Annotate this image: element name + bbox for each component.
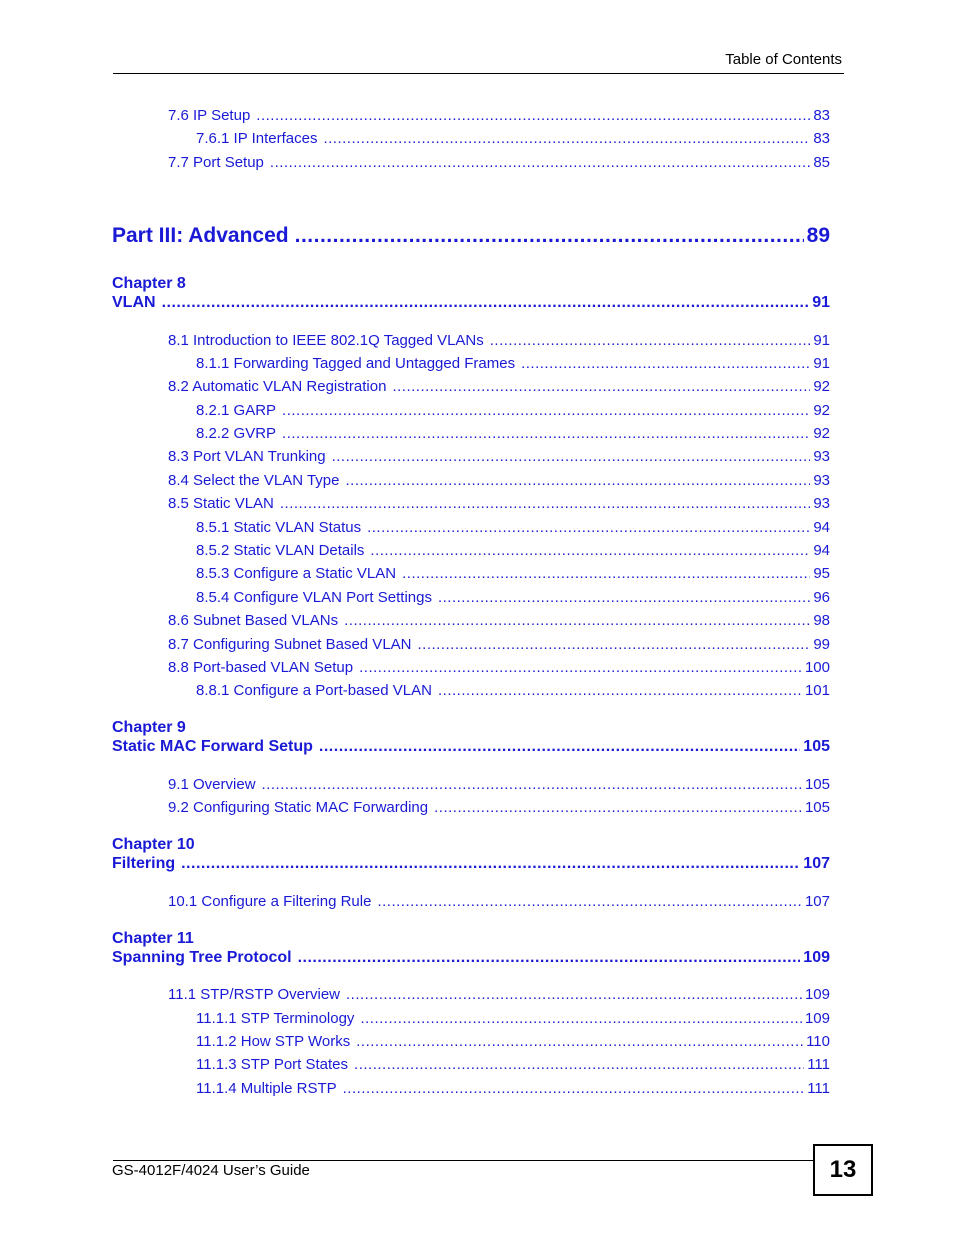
toc-entry-page: 94 [813,542,830,559]
toc-entry-page: 111 [807,1056,830,1073]
dot-leader [402,565,810,582]
chapter-number: Chapter 8 [112,275,186,292]
toc-entry-page: 107 [803,855,830,872]
chapter-number: Chapter 11 [112,930,194,947]
toc-entry[interactable] [196,682,830,702]
toc-entry[interactable] [168,776,830,796]
dot-leader [434,799,802,816]
toc-entry-label: 11.1.2 How STP Works [196,1033,351,1050]
toc-entry-label: 8.3 Port VLAN Trunking [168,448,326,465]
toc-entry[interactable] [168,472,830,492]
dot-leader [418,636,811,653]
toc-entry-label: 10.1 Configure a Filtering Rule [168,893,372,910]
toc-entry[interactable] [196,355,830,375]
toc-entry-label: 8.2 Automatic VLAN Registration [168,378,387,395]
toc-entry[interactable] [196,589,830,609]
chapter-heading[interactable] [112,294,830,316]
toc-entry-page: 91 [812,294,830,311]
toc-entry[interactable] [168,799,830,819]
toc-entry[interactable] [168,154,830,174]
toc-entry-label: Filtering [112,855,176,872]
dot-leader [392,378,810,395]
toc-entry-label: 11.1.4 Multiple RSTP [196,1080,337,1097]
dot-leader [295,224,804,248]
toc-entry-label: 8.8.1 Configure a Port-based VLAN [196,682,432,699]
dot-leader [346,472,811,489]
toc-entry-label: 8.1.1 Forwarding Tagged and Untagged Frames [196,355,516,372]
toc-entry[interactable] [196,1010,830,1030]
toc-entry-label: 11.1.3 STP Port States [196,1056,349,1073]
toc-entry-page: 99 [813,636,830,653]
dot-leader [370,542,810,559]
toc-entry-page: 96 [813,589,830,606]
toc-entry-page: 109 [804,986,830,1003]
toc-entry[interactable] [196,519,830,539]
chapter-heading[interactable] [112,855,830,877]
dot-leader [354,1056,804,1073]
toc-entry-page: 89 [806,224,830,247]
dot-leader [282,402,810,419]
toc-entry[interactable] [168,612,830,632]
toc-entry-label: 8.2.2 GVRP [196,425,277,442]
toc-entry-label: 11.1 STP/RSTP Overview [168,986,341,1003]
dot-leader [332,448,811,465]
toc-entry-label: 7.6.1 IP Interfaces [196,130,318,147]
toc-entry-label: 8.1 Introduction to IEEE 802.1Q Tagged VLANs [168,332,484,349]
dot-leader [282,425,810,442]
toc-entry-page: 105 [804,776,830,793]
toc-entry-page: 92 [813,402,830,419]
toc-entry-label: 8.2.1 GARP [196,402,277,419]
toc-entry-page: 109 [804,1010,830,1027]
toc-entry-page: 105 [804,799,830,816]
toc-entry-page: 92 [813,378,830,395]
toc-entry-page: 110 [806,1033,830,1050]
toc-entry-page: 111 [807,1080,830,1097]
toc-entry-page: 107 [804,893,830,910]
dot-leader [367,519,810,536]
toc-entry-label: 9.2 Configuring Static MAC Forwarding [168,799,429,816]
dot-leader [360,1010,802,1027]
toc-entry-page: 98 [813,612,830,629]
toc-entry[interactable] [168,378,830,398]
toc-entry[interactable] [196,1056,830,1076]
part-heading[interactable] [112,224,830,252]
toc-entry[interactable] [168,893,830,913]
toc-entry[interactable] [196,130,830,150]
toc-entry[interactable] [196,1033,830,1053]
toc-entry-page: 83 [813,130,830,147]
chapter-heading[interactable] [112,738,830,760]
dot-leader [359,659,802,676]
dot-leader [356,1033,803,1050]
toc-entry-page: 93 [813,472,830,489]
dot-leader [298,949,801,967]
toc-entry[interactable] [196,565,830,585]
toc-entry[interactable] [168,495,830,515]
toc-entry-label: 8.5.3 Configure a Static VLAN [196,565,397,582]
toc-entry-label: Part III: Advanced [112,224,289,247]
toc-entry[interactable] [168,659,830,679]
toc-entry-page: 91 [813,332,830,349]
toc-entry-page: 105 [803,738,830,755]
running-header: Table of Contents [725,51,842,68]
dot-leader [346,986,802,1003]
toc-entry-label: 8.7 Configuring Subnet Based VLAN [168,636,412,653]
toc-entry-page: 91 [813,355,830,372]
dot-leader [377,893,802,910]
toc-entry-page: 93 [813,448,830,465]
dot-leader [280,495,810,512]
toc-entry-page: 92 [813,425,830,442]
toc-entry-page: 109 [803,949,830,966]
toc-entry-page: 85 [813,154,830,171]
dot-leader [490,332,811,349]
toc-entry-label: 8.5 Static VLAN [168,495,274,512]
dot-leader [343,1080,805,1097]
dot-leader [319,738,800,756]
toc-entry-page: 83 [813,107,830,124]
toc-entry-label: 8.5.1 Static VLAN Status [196,519,362,536]
toc-entry-page: 100 [804,659,830,676]
toc-entry-page: 95 [813,565,830,582]
dot-leader [344,612,810,629]
toc-entry[interactable] [196,402,830,422]
toc-entry-label: 8.6 Subnet Based VLANs [168,612,339,629]
toc-entry[interactable] [168,448,830,468]
toc-entry[interactable] [196,425,830,445]
page-number: 13 [813,1144,873,1196]
toc-entry-label: 7.7 Port Setup [168,154,264,171]
chapter-number: Chapter 10 [112,836,195,853]
toc-entry[interactable] [168,332,830,352]
toc-entry-page: 94 [813,519,830,536]
toc-entry-label: Static MAC Forward Setup [112,738,313,755]
dot-leader [438,682,802,699]
toc-entry[interactable] [168,636,830,656]
dot-leader [323,130,810,147]
toc-entry-label: 8.5.2 Static VLAN Details [196,542,365,559]
toc-entry-label: 8.8 Port-based VLAN Setup [168,659,354,676]
toc-entry-label: Spanning Tree Protocol [112,949,292,966]
footer-guide-title: GS-4012F/4024 User’s Guide [112,1162,310,1179]
chapter-number: Chapter 9 [112,719,186,736]
dot-leader [438,589,810,606]
chapter-heading[interactable] [112,949,830,971]
dot-leader [521,355,810,372]
toc-entry[interactable] [168,986,830,1006]
toc-entry[interactable] [196,1080,830,1100]
toc-entry-label: 9.1 Overview [168,776,256,793]
toc-entry-label: 8.4 Select the VLAN Type [168,472,340,489]
dot-leader [262,776,802,793]
toc-entry-label: 11.1.1 STP Terminology [196,1010,355,1027]
toc-entry-label: VLAN [112,294,156,311]
toc-entry-page: 93 [813,495,830,512]
dot-leader [162,294,810,312]
toc-entry-label: 8.5.4 Configure VLAN Port Settings [196,589,432,606]
dot-leader [256,107,810,124]
dot-leader [270,154,810,171]
toc-entry-label: 7.6 IP Setup [168,107,251,124]
toc-entry[interactable] [168,107,830,127]
footer-rule [113,1160,814,1161]
toc-entry[interactable] [196,542,830,562]
dot-leader [181,855,800,873]
toc-entry-page: 101 [804,682,830,699]
